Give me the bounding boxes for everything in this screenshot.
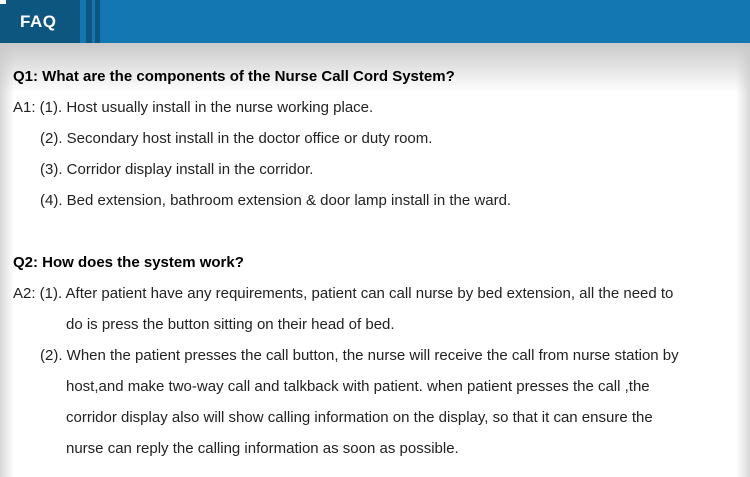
faq-answer-line: A1: (1). Host usually install in the nurse working place. [13, 99, 374, 116]
faq-sections [0, 43, 750, 464]
faq-answer-line: (3). Corridor display install in the corridor. [40, 161, 314, 178]
faq-answer-line: host,and make two-way call and talkback with patient. when patient presses the call ,the [66, 378, 650, 395]
header-stripe-1 [86, 0, 92, 45]
faq-answer-line: A2: (1). After patient have any requirements, patient can call nurse by bed extension, all the need to [13, 285, 674, 302]
faq-answer-line: (2). When the patient presses the call button, the nurse will receive the call from nurse station by [40, 347, 679, 364]
faq-answer-line: nurse can reply the calling information as soon as possible. [66, 440, 459, 457]
faq-section [13, 247, 737, 464]
faq-tab [0, 0, 80, 43]
faq-answer-line: (4). Bed extension, bathroom extension & door lamp install in the ward. [40, 192, 512, 209]
corner-notch [0, 0, 6, 4]
faq-question: Q1: What are the components of the Nurse Call Cord System? [13, 68, 455, 85]
faq-answer-line: do is press the button sitting on their head of bed. [66, 316, 395, 333]
content-area [0, 43, 750, 477]
faq-answer-line: corridor display also will show calling information on the display, so that it can ensure the [66, 409, 653, 426]
header-stripe-2 [95, 0, 100, 45]
faq-question: Q2: How does the system work? [13, 254, 244, 271]
faq-tab-label: FAQ [20, 11, 57, 31]
faq-answer-line: (2). Secondary host install in the doctor office or duty room. [40, 130, 433, 147]
header-bar [0, 0, 750, 43]
faq-section [13, 61, 737, 216]
